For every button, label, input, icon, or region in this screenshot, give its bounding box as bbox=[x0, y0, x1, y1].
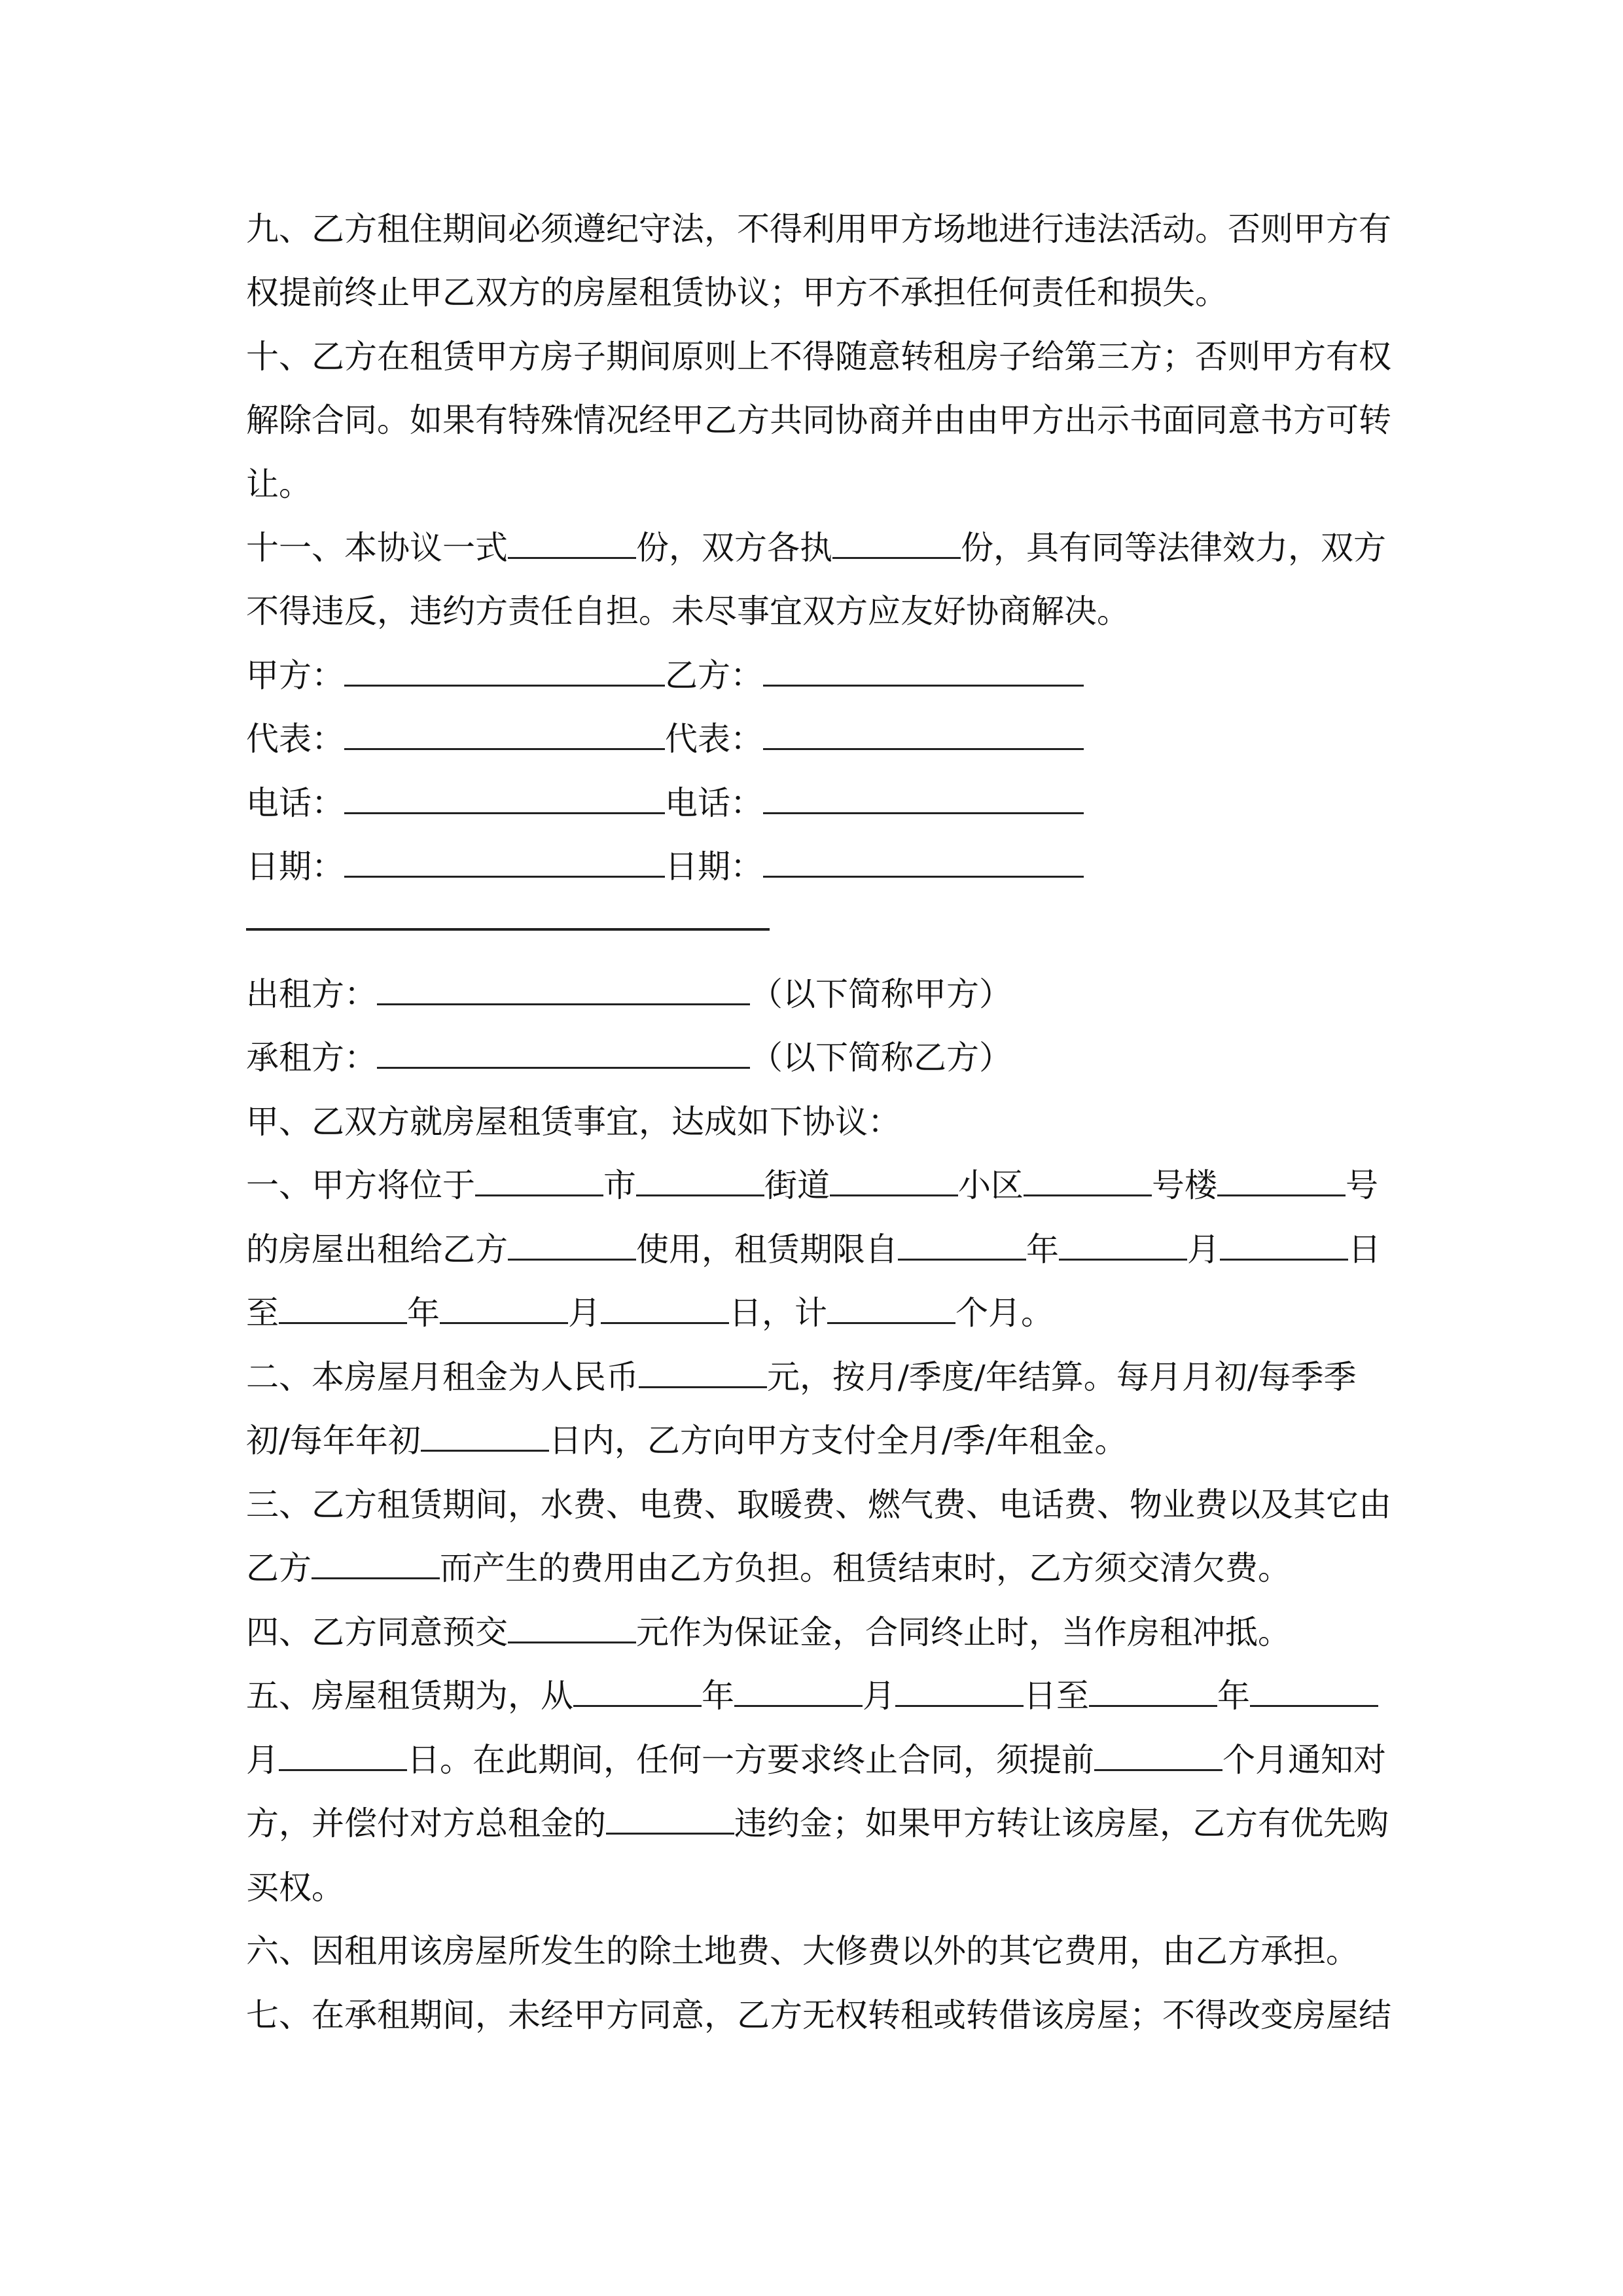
signature-party-row bbox=[246, 644, 1378, 708]
clause-10-line-1: 十、乙方在租赁甲方房子期间原则上不得随意转租房子给第三方；否则甲方有权 bbox=[246, 338, 1391, 376]
notice-months-blank[interactable] bbox=[1094, 1730, 1222, 1771]
clause-9-line-2: 权提前终止甲乙双方的房屋租赁协议；甲方不承担任何责任和损失。 bbox=[246, 274, 1228, 312]
c5-start-month-blank[interactable] bbox=[734, 1666, 863, 1707]
c5-end-month-blank[interactable] bbox=[1250, 1666, 1378, 1707]
clause-7-line-1: 七、在承租期间，未经甲方同意，乙方无权转租或转借该房屋；不得改变房屋结 bbox=[246, 1996, 1391, 2034]
lessor-blank[interactable] bbox=[377, 964, 750, 1005]
clause-11-line-1 bbox=[246, 516, 1386, 580]
party-a-label: 甲方： bbox=[246, 656, 344, 694]
community-blank[interactable] bbox=[830, 1155, 958, 1196]
date-b-label: 日期： bbox=[665, 848, 763, 886]
phone-b-blank[interactable] bbox=[763, 773, 1084, 814]
clause-4 bbox=[246, 1601, 1378, 1664]
signature-phone-row bbox=[246, 772, 1378, 835]
rent-blank[interactable] bbox=[639, 1347, 767, 1388]
c5-text: 违约金；如果甲方转让该房屋，乙方有优先购 bbox=[734, 1804, 1389, 1842]
c5-text: 日至 bbox=[1024, 1677, 1089, 1715]
c2-text: 元，按月/季度/年结算。每月月初/每季季 bbox=[767, 1358, 1357, 1396]
c1-text: 的房屋出租给乙方 bbox=[246, 1230, 508, 1268]
lessee-note: （以下简称乙方） bbox=[750, 1039, 1012, 1077]
party-b-blank[interactable] bbox=[763, 645, 1084, 687]
c2-text: 初/每年年初 bbox=[246, 1422, 421, 1460]
date-a-label: 日期： bbox=[246, 848, 344, 886]
phone-b-label: 电话： bbox=[665, 784, 763, 822]
building-blank[interactable] bbox=[1024, 1155, 1152, 1196]
party-a-blank[interactable] bbox=[344, 645, 665, 687]
c5-end-day-blank[interactable] bbox=[279, 1730, 407, 1771]
clause-10-line-2: 解除合同。如果有特殊情况经甲乙方共同协商并由由甲方出示书面同意书方可转 bbox=[246, 401, 1391, 439]
end-month-blank[interactable] bbox=[440, 1283, 568, 1324]
rep-b-blank[interactable] bbox=[763, 709, 1084, 750]
clause-5-line-4: 买权。 bbox=[246, 1869, 344, 1907]
start-month-blank[interactable] bbox=[1059, 1219, 1187, 1261]
clause-5-line-1 bbox=[246, 1664, 1378, 1728]
signature-date-row bbox=[246, 835, 1378, 899]
start-year-blank[interactable] bbox=[898, 1219, 1026, 1261]
clause-11-text-a: 十一、本协议一式 bbox=[246, 529, 508, 567]
copies-each-blank[interactable] bbox=[832, 518, 961, 559]
rep-a-label: 代表： bbox=[246, 720, 344, 758]
date-b-blank[interactable] bbox=[763, 836, 1084, 878]
clause-1-line-2 bbox=[246, 1218, 1381, 1282]
clause-11-line-2: 不得违反，违约方责任自担。未尽事宜双方应友好协商解决。 bbox=[246, 592, 1130, 630]
c5-text: 方，并偿付对方总租金的 bbox=[246, 1804, 606, 1842]
lessor-label: 出租方： bbox=[246, 975, 377, 1013]
c1-text: 年 bbox=[407, 1294, 440, 1332]
c3-blank[interactable] bbox=[312, 1538, 440, 1579]
section-divider bbox=[246, 928, 770, 931]
c1-text: 街道 bbox=[764, 1166, 830, 1204]
lessee-row bbox=[246, 1026, 1378, 1090]
end-day-blank[interactable] bbox=[601, 1283, 729, 1324]
c1-text: 小区 bbox=[958, 1166, 1024, 1204]
c5-end-year-blank[interactable] bbox=[1089, 1666, 1217, 1707]
c1-text: 日，计 bbox=[729, 1294, 827, 1332]
c1-text: 号 bbox=[1346, 1166, 1378, 1204]
clause-2-line-2 bbox=[246, 1409, 1378, 1473]
party-b-label: 乙方： bbox=[665, 656, 763, 694]
phone-a-label: 电话： bbox=[246, 784, 344, 822]
c5-text: 月 bbox=[863, 1677, 895, 1715]
signature-rep-row bbox=[246, 708, 1378, 771]
lessor-row bbox=[246, 963, 1378, 1026]
phone-a-blank[interactable] bbox=[344, 773, 665, 814]
clause-5-line-2 bbox=[246, 1729, 1386, 1792]
clause-3-line-2 bbox=[246, 1537, 1378, 1600]
lessee-blank[interactable] bbox=[377, 1028, 750, 1069]
c5-text: 月 bbox=[246, 1741, 279, 1779]
use-blank[interactable] bbox=[508, 1219, 636, 1261]
c5-text: 五、房屋租赁期为，从 bbox=[246, 1677, 573, 1715]
end-year-blank[interactable] bbox=[279, 1283, 407, 1324]
clause-2-line-1 bbox=[246, 1346, 1378, 1409]
clause-5-line-3 bbox=[246, 1792, 1389, 1856]
c5-text: 日。在此期间，任何一方要求终止合同，须提前 bbox=[407, 1741, 1094, 1779]
penalty-blank[interactable] bbox=[606, 1793, 734, 1835]
intro: 甲、乙双方就房屋租赁事宜，达成如下协议： bbox=[246, 1103, 901, 1141]
c5-text: 年 bbox=[702, 1677, 734, 1715]
c4-text: 四、乙方同意预交 bbox=[246, 1613, 508, 1651]
c1-text: 日 bbox=[1348, 1230, 1381, 1268]
start-day-blank[interactable] bbox=[1220, 1219, 1348, 1261]
c1-text: 使用，租赁期限自 bbox=[636, 1230, 898, 1268]
date-a-blank[interactable] bbox=[344, 836, 665, 878]
rep-a-blank[interactable] bbox=[344, 709, 665, 750]
clause-6: 六、因租用该房屋所发生的除土地费、大修费以外的其它费用，由乙方承担。 bbox=[246, 1932, 1359, 1970]
clause-9-line-1: 九、乙方租住期间必须遵纪守法，不得利用甲方场地进行违法活动。否则甲方有 bbox=[246, 210, 1391, 248]
c1-text: 月 bbox=[568, 1294, 601, 1332]
c1-text: 一、甲方将位于 bbox=[246, 1166, 475, 1204]
c4-text: 元作为保证金，合同终止时，当作房租冲抵。 bbox=[636, 1613, 1291, 1651]
payment-days-blank[interactable] bbox=[421, 1410, 549, 1452]
c3-text: 乙方 bbox=[246, 1549, 312, 1587]
c3-text: 而产生的费用由乙方负担。租赁结束时，乙方须交清欠费。 bbox=[440, 1549, 1291, 1587]
c1-text: 个月。 bbox=[955, 1294, 1054, 1332]
months-blank[interactable] bbox=[827, 1283, 955, 1324]
unit-blank[interactable] bbox=[1217, 1155, 1346, 1196]
c1-text: 号楼 bbox=[1152, 1166, 1217, 1204]
c2-text: 日内，乙方向甲方支付全月/季/年租金。 bbox=[548, 1422, 1128, 1460]
c1-text: 至 bbox=[246, 1294, 279, 1332]
clause-3-line-1: 三、乙方租赁期间，水费、电费、取暖费、燃气费、电话费、物业费以及其它由 bbox=[246, 1486, 1391, 1524]
lessee-label: 承租方： bbox=[246, 1039, 377, 1077]
c1-text: 市 bbox=[603, 1166, 636, 1204]
c5-start-year-blank[interactable] bbox=[573, 1666, 702, 1707]
clause-1-line-1 bbox=[246, 1154, 1378, 1217]
c1-text: 月 bbox=[1187, 1230, 1220, 1268]
rep-b-label: 代表： bbox=[665, 720, 763, 758]
clause-11-text-c: 份，具有同等法律效力，双方 bbox=[961, 529, 1386, 567]
c5-start-day-blank[interactable] bbox=[895, 1666, 1024, 1707]
c5-text: 个月通知对 bbox=[1222, 1741, 1386, 1779]
c1-text: 年 bbox=[1026, 1230, 1059, 1268]
c2-text: 二、本房屋月租金为人民币 bbox=[246, 1358, 639, 1396]
street-blank[interactable] bbox=[636, 1155, 764, 1196]
city-blank[interactable] bbox=[475, 1155, 603, 1196]
lessor-note: （以下简称甲方） bbox=[750, 975, 1012, 1013]
copies-total-blank[interactable] bbox=[508, 518, 636, 559]
clause-11-text-b: 份，双方各执 bbox=[636, 529, 832, 567]
c5-text: 年 bbox=[1217, 1677, 1250, 1715]
clause-1-line-3 bbox=[246, 1282, 1378, 1345]
deposit-blank[interactable] bbox=[508, 1602, 636, 1643]
clause-10-line-3: 让。 bbox=[246, 465, 312, 503]
